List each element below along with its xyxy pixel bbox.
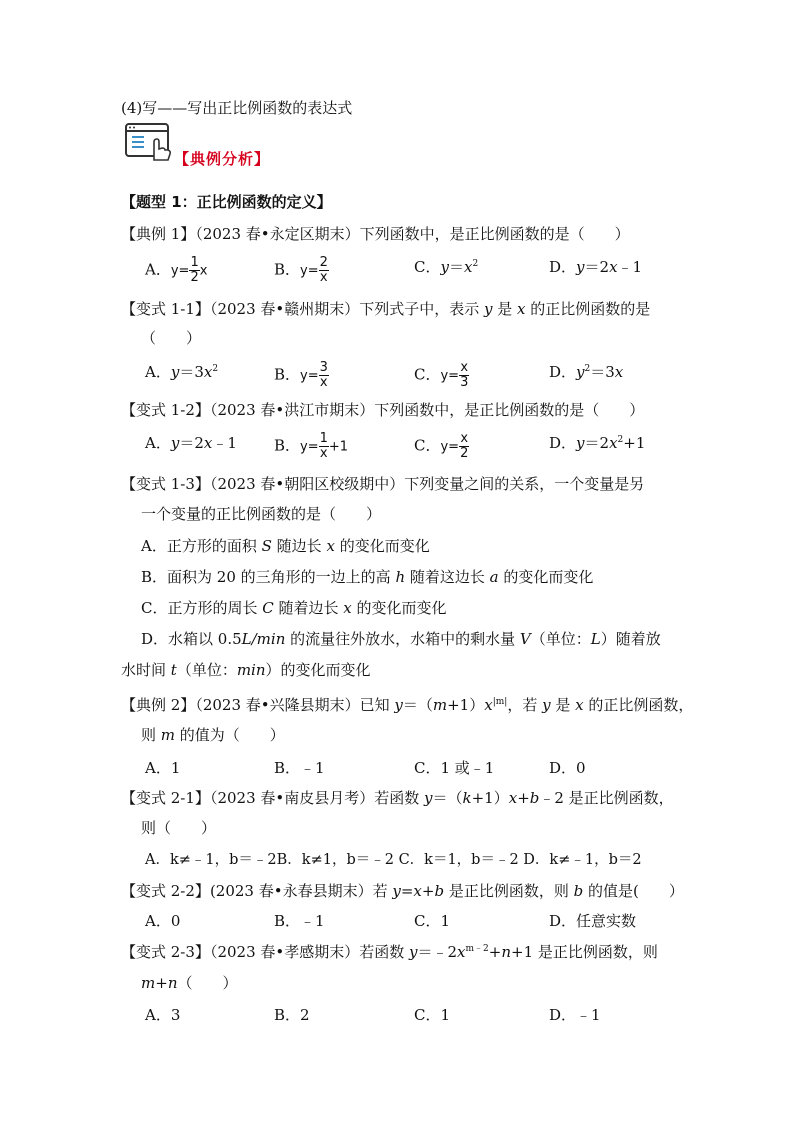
- question-stem-line2: m+n（ ）: [141, 974, 238, 992]
- option-d-line2: 水时间 t（单位：min）的变化而变化: [121, 661, 371, 679]
- option-a: A．正方形的面积 S 随边长 x 的变化而变化: [141, 537, 430, 555]
- question-variant-1-2: 【变式 1-2】（2023 春•洪江市期末）下列函数中，是正比例函数的是（ ）: [121, 401, 645, 419]
- option-c: C．y= $\frac{x}{2}$: [414, 431, 469, 461]
- step4-heading: (4)写——写出正比例函数的表达式: [121, 99, 353, 117]
- section-title: 【典例分析】: [174, 150, 271, 168]
- checklist-hand-icon: [124, 122, 174, 162]
- option-b: B．面积为 20 的三角形的一边上的高 h 随着这边长 a 的变化而变化: [141, 568, 594, 586]
- option-c: C．y= $\frac{x}{3}$: [414, 360, 469, 390]
- option-a: A．1: [145, 759, 181, 777]
- question-stem-line2: 则（ ）: [141, 819, 217, 837]
- answer-paren: （ ）: [141, 329, 202, 347]
- question-variant-1-1: 【变式 1-1】（2023 春•赣州期末）下列式子中，表示 y 是 x 的正比例函数的是: [121, 300, 651, 318]
- option-b: B．y= $\frac{3}{x}$: [274, 360, 328, 390]
- option-c: C．1 或﹣1: [414, 759, 495, 777]
- question-stem-line2: 一个变量的正比例函数的是（ ）: [141, 505, 382, 523]
- option-b: B．﹣1: [274, 759, 325, 777]
- option-b: B．y= $\frac{1}{x}$ +1: [274, 431, 349, 461]
- option-d: D．0: [549, 759, 586, 777]
- option-a: A．3: [145, 1006, 181, 1024]
- question-stem: （2023 春•永定区期末）下列函数中，是正比例函数的是（ ）: [195, 225, 630, 243]
- option-d: D．$y=2x^2+1$: [549, 434, 646, 452]
- option-c: C．正方形的周长 C 随着边长 x 的变化而变化: [141, 599, 447, 617]
- option-b: B．﹣1: [274, 912, 325, 930]
- question-example-2: 【典例 2】（2023 春•兴隆县期末）已知 $y=(m+1)x^{|m|}$，若 y 是 x 的正比例函数，: [121, 696, 694, 714]
- option-c: C．1: [414, 1006, 451, 1024]
- question-variant-2-2: 【变式 2-2】(2023 春•永春县期末）若 y=x+b 是正比例函数，则 b 的值是( ）: [121, 882, 684, 900]
- question-stem-line2: 则 m 的值为（ ）: [141, 726, 285, 744]
- option-a: A．y＝2x﹣1: [145, 434, 237, 452]
- question-example-1: [121, 223, 630, 245]
- option-d: D．$y^2=3x$: [549, 363, 624, 381]
- option-d: D．﹣1: [549, 1006, 601, 1024]
- option-d: D．水箱以 0.5L/min 的流量往外放水，水箱中的剩水量 V（单位：L）随着放: [141, 630, 661, 648]
- option-b: B．2: [274, 1006, 310, 1024]
- option-a: A．y= $\frac{1}{2}$ x: [145, 255, 208, 285]
- option-b: B．y= $\frac{2}{x}$: [274, 255, 328, 285]
- question-variant-1-3: 【变式 1-3】（2023 春•朝阳区校级期中）下列变量之间的关系，一个变量是另: [121, 475, 645, 493]
- option-d: D．任意实数: [549, 912, 637, 930]
- options-row: A．k≠﹣1，b＝﹣2B．k≠1，b＝﹣2 C．k＝1，b＝﹣2 D．k≠﹣1，b＝2: [145, 852, 642, 868]
- option-d: D．y＝2x﹣1: [549, 258, 643, 276]
- question-variant-2-1: 【变式 2-1】（2023 春•南皮县月考）若函数 y＝（k+1）x+b﹣2 是正比例函数，: [121, 789, 674, 807]
- question-variant-2-3: 【变式 2-3】（2023 春•孝感期末）若函数 $y=﹣2x^{m﹣2}+n+1$ 是正比例函数，则: [121, 943, 658, 961]
- option-a: A．0: [145, 912, 181, 930]
- option-a: A．$y=3x^2$: [145, 363, 219, 381]
- option-c: C．$y=x^2$: [414, 258, 479, 276]
- option-c: C．1: [414, 912, 451, 930]
- question-prefix: 【典例 1】: [121, 225, 196, 243]
- topic-title: 【题型 1：正比例函数的定义】: [121, 193, 332, 211]
